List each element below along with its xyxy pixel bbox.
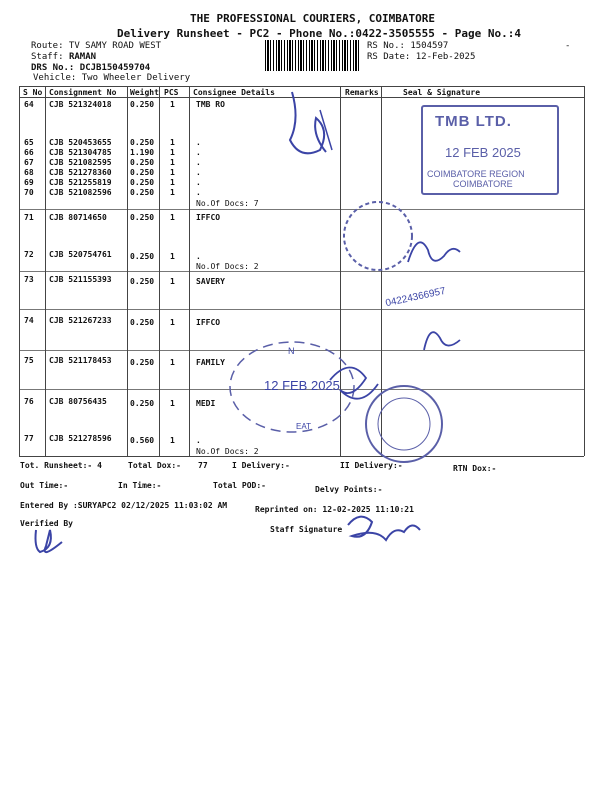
company-title: THE PROFESSIONAL COURIERS, COIMBATORE [190,12,436,25]
row-details: . [196,158,201,167]
row-consignment: CJB 520754761 [49,250,112,259]
row-consignment: CJB 521267233 [49,316,112,325]
row-pcs: 1 [170,318,175,327]
signature-scribble [290,92,326,153]
row-sno: 69 [24,178,34,187]
runsheet-subtitle: Delivery Runsheet - PC2 - Phone No.:0422-3505555 - Page No.:4 [117,27,521,40]
row-details: IFFCO [196,318,221,327]
row-pcs: 1 [170,252,175,261]
out-time: Out Time:- [20,481,69,490]
row-pcs: 1 [170,399,175,408]
row-weight: 1.190 [130,148,155,157]
staff-label: Staff: [31,52,64,62]
signature-scribble [424,332,460,350]
staff-value: RAMAN [68,52,97,62]
row-details: . [196,252,201,261]
drs-value: DCJB150459704 [79,63,151,73]
vehicle-label: Vehicle: Two Wheeler Delivery [33,73,191,83]
row-details: FAMILY [196,358,225,367]
row-details: . [196,436,201,445]
col-header-consignment: Consignment No [49,88,117,97]
row-weight: 0.250 [130,158,155,167]
row-pcs: 1 [170,168,175,177]
row-consignment: CJB 521178453 [49,356,112,365]
row-sno: 72 [24,250,34,259]
total-dox-value: 77 [198,461,208,470]
row-pcs: 1 [170,188,175,197]
in-time: In Time:- [118,481,162,490]
col-header-seal: Seal & Signature [403,88,481,97]
i-delivery: I Delivery:- [232,461,290,470]
no-of-docs: No.Of Docs: 2 [196,447,259,456]
col-header-weight: Weight [130,88,159,97]
row-consignment: CJB 521324018 [49,100,112,109]
row-weight: 0.250 [130,188,155,197]
row-sno: 76 [24,397,34,406]
row-weight: 0.250 [130,277,155,286]
row-sno: 75 [24,356,34,365]
row-sno: 64 [24,100,34,109]
row-sno: 65 [24,138,34,147]
delivery-points: Delvy Points:- [315,485,383,494]
stamp-region: COIMBATORE REGION [427,169,525,179]
handwritten-phone: 04224366957 [384,285,447,310]
row-pcs: 1 [170,158,175,167]
row-weight: 0.250 [130,358,155,367]
total-dox-label: Total Dox:- [128,461,181,470]
total-runsheet: Tot. Runsheet:- 4 [20,461,102,470]
row-details: SAVERY [196,277,225,286]
row-pcs: 1 [170,148,175,157]
row-details: IFFCO [196,213,221,222]
verified-by: Verified By [20,519,73,528]
row-weight: 0.250 [130,399,155,408]
row-sno: 67 [24,158,34,167]
row-weight: 0.250 [130,100,155,109]
col-header-pcs: PCS [164,88,179,97]
row-weight: 0.250 [130,252,155,261]
row-pcs: 1 [170,100,175,109]
row-consignment: CJB 521278360 [49,168,112,177]
row-sno: 73 [24,275,34,284]
col-header-consignee: Consignee Details [193,88,275,97]
row-details: . [196,188,201,197]
round-seal-stamp [366,386,442,462]
drs-label: DRS No.: [31,63,75,73]
row-weight: 0.250 [130,318,155,327]
no-of-docs: No.Of Docs: 7 [196,199,259,208]
entered-by: Entered By :SURYAPC2 02/12/2025 11:03:02 AM [20,501,228,510]
round-stamp-date: 12 FEB 2025 [264,378,340,393]
row-details: . [196,178,201,187]
row-pcs: 1 [170,436,175,445]
row-details: TMB RO [196,100,225,109]
row-sno: 66 [24,148,34,157]
row-consignment: CJB 521255819 [49,178,112,187]
row-weight: 0.250 [130,213,155,222]
col-header-remarks: Remarks [345,88,379,97]
rs-number: RS No.: 1504597 [367,41,449,51]
verified-signature [36,530,63,552]
row-details: . [196,138,201,147]
row-details: MEDI [196,399,216,408]
row-consignment: CJB 520453655 [49,138,112,147]
stamp-company-name: TMB LTD. [435,113,512,130]
row-weight: 0.250 [130,138,155,147]
row-weight: 0.250 [130,178,155,187]
row-sno: 68 [24,168,34,177]
ii-delivery: II Delivery:- [340,461,403,470]
row-weight: 0.250 [130,168,155,177]
stamp-date: 12 FEB 2025 [445,145,521,160]
row-pcs: 1 [170,213,175,222]
row-pcs: 1 [170,138,175,147]
rtn-dox: RTN Dox:- [453,464,497,473]
row-pcs: 1 [170,178,175,187]
row-sno: 70 [24,188,34,197]
row-consignment: CJB 521304785 [49,148,112,157]
row-consignment: CJB 521082596 [49,188,112,197]
round-seal-inner [378,398,430,450]
row-consignment: CJB 521082595 [49,158,112,167]
col-header-sno: S No [23,88,43,97]
no-of-docs: No.Of Docs: 2 [196,262,259,271]
row-sno: 74 [24,316,34,325]
round-stamp-letter: EAT [296,422,311,431]
round-seal-stamp [344,202,412,270]
route-label: Route: TV SAMY ROAD WEST [31,41,162,51]
row-consignment: CJB 521155393 [49,275,112,284]
row-pcs: 1 [170,358,175,367]
round-stamp-letter: N [288,346,295,356]
header-dash: - [565,41,571,51]
total-pod: Total POD:- [213,481,266,490]
row-consignment: CJB 80756435 [49,397,107,406]
row-details: . [196,148,201,157]
row-sno: 71 [24,213,34,222]
staff-signature-label: Staff Signature [270,525,343,534]
row-weight: 0.560 [130,436,155,445]
reprinted-on: Reprinted on: 12-02-2025 11:10:21 [255,505,414,514]
row-pcs: 1 [170,277,175,286]
row-details: . [196,168,201,177]
staff-signature-scribble [348,517,420,540]
signature-scribble [408,242,460,262]
stamp-city: COIMBATORE [453,179,513,189]
rs-date: RS Date: 12-Feb-2025 [367,52,476,62]
row-consignment: CJB 80714650 [49,213,107,222]
row-consignment: CJB 521278596 [49,434,112,443]
row-sno: 77 [24,434,34,443]
